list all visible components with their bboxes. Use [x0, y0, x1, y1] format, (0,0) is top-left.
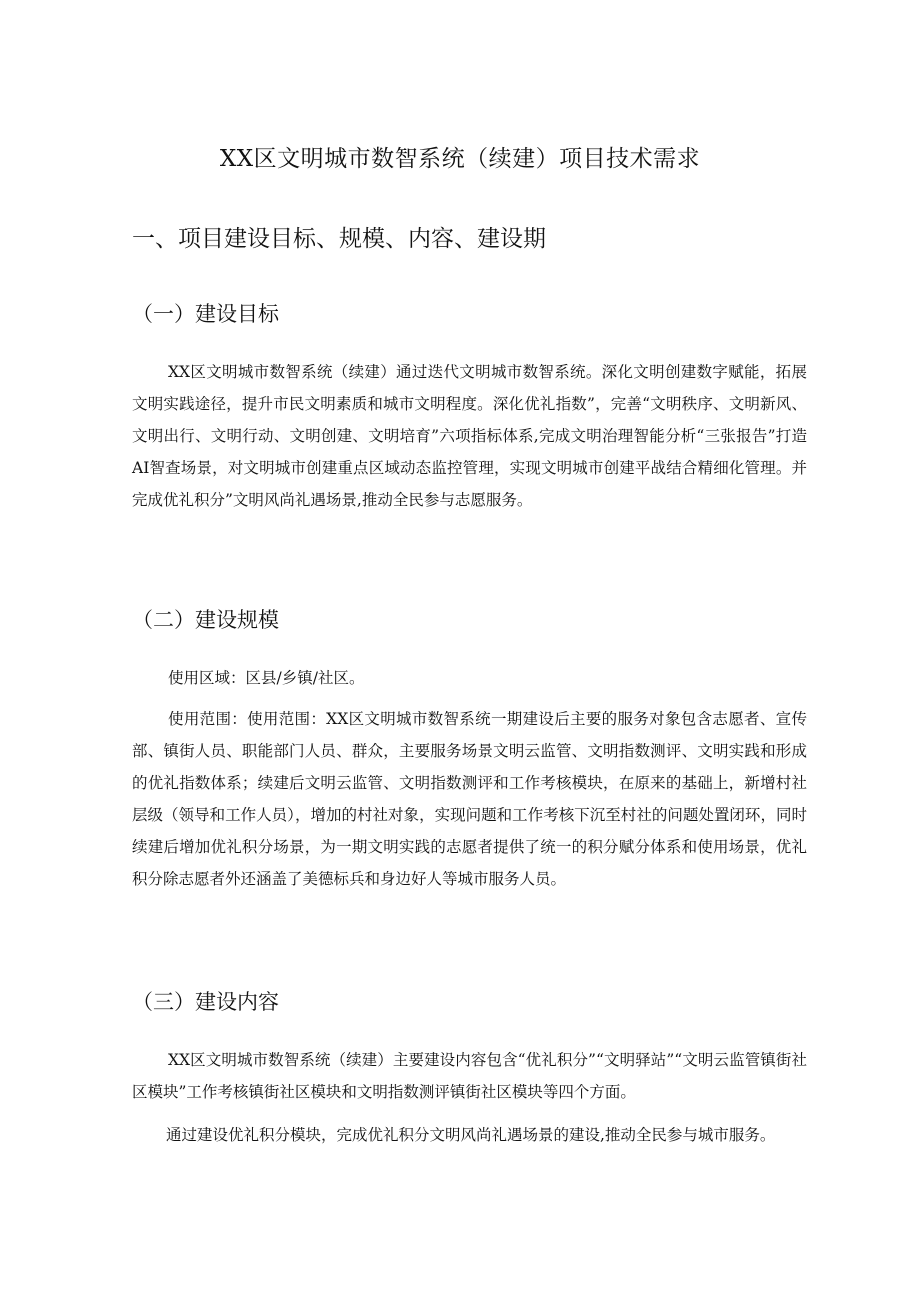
- paragraph-usage-scope: 使用范围：使用范围：XX区文明城市数智系统一期建设后主要的服务对象包含志愿者、宣传部、镇街人员、职能部门人员、群众，主要服务场景文明云监管、文明指数测评、文明实践和形成的优礼指数体系；续建后文明云监管、文明指数测评和工作考核模块，在原来的基础上，新增村社层级（领导和工作人员），增加的村社对象，实现问题和工作考核下沉至村社的问题处置闭环，同时续建后增加优礼积分场景，为一期文明实践的志愿者提供了统一的积分赋分体系和使用场景，优礼积分除志愿者外还涵盖了美德标兵和身边好人等城市服务人员。: [132, 710, 807, 888]
- subsection-heading-construction-scale: （二）建设规模: [132, 608, 279, 632]
- paragraph-construction-goal: XX区文明城市数智系统（续建）通过迭代文明城市数智系统。深化文明创建数字赋能，拓展文明实践途径，提升市民文明素质和城市文明程度。深化优礼指数”，完善“文明秩序、文明新风、文明出行、文明行动、文明创建、文明培育”六项指标体系,完成文明治理智能分析“三张报告”打造AI智查场景，对文明城市创建重点区域动态监控管理，实现文明城市创建平战结合精细化管理。并完成优礼积分”文明风尚礼遇场景,推动全民参与志愿服务。: [132, 363, 807, 509]
- document-title: XX区文明城市数智系统（续建）项目技术需求: [219, 146, 701, 172]
- paragraph-usage-area: 使用区域：区县/乡镇/社区。: [168, 669, 365, 687]
- subsection-heading-construction-content: （三）建设内容: [132, 990, 279, 1014]
- paragraph-points-module: 通过建设优礼积分模块，完成优礼积分文明风尚礼遇场景的建设,推动全民参与城市服务。: [166, 1126, 776, 1144]
- paragraph-construction-content: XX区文明城市数智系统（续建）主要建设内容包含“优礼积分”“文明驿站”“文明云监管镇街社区模块”工作考核镇街社区模块和文明指数测评镇街社区模块等四个方面。: [132, 1051, 807, 1101]
- section-heading-project-goals: 一、项目建设目标、规模、内容、建设期: [132, 226, 546, 252]
- subsection-heading-construction-goal: （一）建设目标: [132, 302, 279, 326]
